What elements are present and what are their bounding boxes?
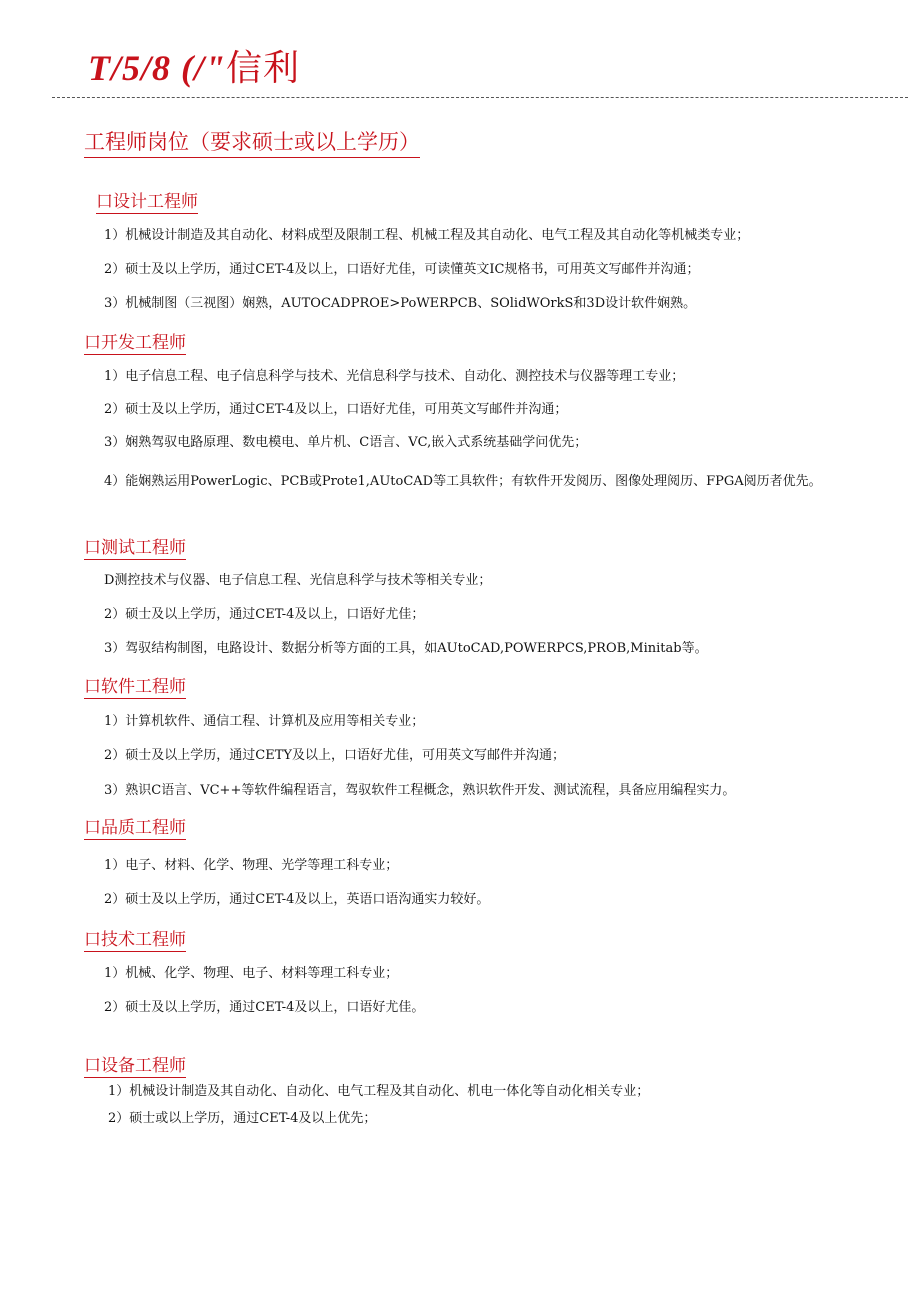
- page-title: 工程师岗位（要求硕士或以上学历）: [84, 128, 420, 158]
- company-logo: [88, 46, 300, 91]
- list-item: 2）硕士及以上学历，通过CET-4及以上，口语好尤佳，可用英文写邮件并沟通；: [104, 402, 568, 417]
- section-title-design-engineer: 口设计工程师: [96, 192, 198, 212]
- list-item: 3）驾驭结构制图，电路设计、数据分析等方面的工具，如AUtoCAD,POWERPCS,PROB,Minitab等。: [104, 641, 708, 656]
- logo-cn-text: 信利: [225, 48, 300, 89]
- list-item: 1）机械设计制造及其自动化、自动化、电气工程及其自动化、机电一体化等自动化相关专业；: [108, 1084, 650, 1099]
- list-item: 1）电子、材料、化学、物理、光学等理工科专业；: [104, 858, 399, 873]
- section-title-development-engineer: 口开发工程师: [84, 333, 186, 353]
- list-item: 2）硕士或以上学历，通过CET-4及以上优先；: [108, 1111, 377, 1126]
- section-title-software-engineer: 口软件工程师: [84, 677, 186, 697]
- list-item: 3）娴熟驾驭电路原理、数电模电、单片机、C语言、VC,嵌入式系统基础学问优先；: [104, 435, 588, 450]
- section-title-technical-engineer: 口技术工程师: [84, 930, 186, 950]
- list-item: 1）机械设计制造及其自动化、材料成型及限制工程、机械工程及其自动化、电气工程及其自动化等机械类专业；: [104, 228, 750, 243]
- list-item: D测控技术与仪器、电子信息工程、光信息科学与技术等相关专业；: [104, 573, 492, 588]
- header-divider: [52, 97, 908, 98]
- list-item: 2）硕士及以上学历，通过CET-4及以上，口语好尤佳；: [104, 607, 425, 622]
- list-item: 2）硕士及以上学历，通过CET-4及以上，英语口语沟通实力较好。: [104, 892, 490, 907]
- logo-text: T/5/8 (/": [88, 48, 226, 88]
- section-title-quality-engineer: 口品质工程师: [84, 818, 186, 838]
- list-item: 1）机械、化学、物理、电子、材料等理工科专业；: [104, 966, 399, 981]
- list-item: 4）能娴熟运用PowerLogic、PCB或Prote1,AUtoCAD等工具软件；有软件开发阅历、图像处理阅历、FPGA阅历者优先。: [104, 474, 822, 489]
- list-item: 1）计算机软件、通信工程、计算机及应用等相关专业；: [104, 714, 425, 729]
- list-item: 2）硕士及以上学历，通过CETY及以上，口语好尤佳，可用英文写邮件并沟通；: [104, 748, 565, 763]
- section-title-equipment-engineer: 口设备工程师: [84, 1056, 186, 1076]
- list-item: 3）机械制图（三视图）娴熟，AUTOCADPROE>PoWERPCB、SOlidWOrkS和3D设计软件娴熟。: [104, 296, 697, 311]
- list-item: 1）电子信息工程、电子信息科学与技术、光信息科学与技术、自动化、测控技术与仪器等理工专业；: [104, 369, 685, 384]
- list-item: 3）熟识C语言、VC++等软件编程语言，驾驭软件工程概念，熟识软件开发、测试流程，具备应用编程实力。: [104, 783, 736, 798]
- list-item: 2）硕士及以上学历，通过CET-4及以上，口语好尤佳。: [104, 1000, 425, 1015]
- list-item: 2）硕士及以上学历，通过CET-4及以上，口语好尤佳，可读懂英文IC规格书，可用英文写邮件并沟通；: [104, 262, 700, 277]
- section-title-test-engineer: 口测试工程师: [84, 538, 186, 558]
